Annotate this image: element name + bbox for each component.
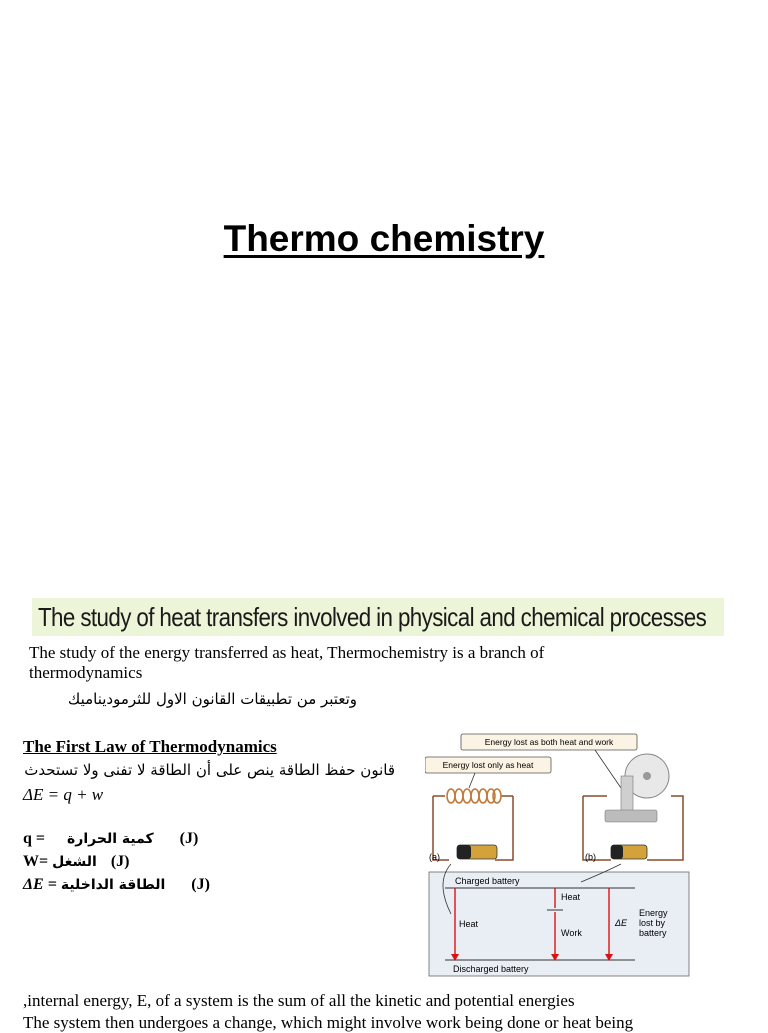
fan-icon (605, 754, 669, 822)
banner-text: The study of heat transfers involved in physical and chemical processes (38, 602, 707, 632)
label-a: (a) (429, 852, 440, 862)
definition-q-unit: (J) (179, 830, 199, 847)
energy-lost-line2: lost by (639, 918, 666, 928)
first-law-equation: ΔE = q + w (23, 785, 104, 804)
charged-battery-label: Charged battery (455, 876, 520, 886)
discharged-battery-label: Discharged battery (453, 964, 529, 974)
definition-w (23, 853, 129, 871)
definition-w-unit: (J) (110, 853, 130, 870)
definition-e-symbol: ΔE = (23, 876, 61, 893)
energy-diagram (425, 732, 693, 980)
definition-w-arabic: الشغل (52, 854, 97, 870)
system-change-text: The system then undergoes a change, which might involve work being done or heat being (23, 1013, 634, 1032)
definition-w-symbol: W= (23, 853, 49, 870)
callout-both-text: Energy lost as both heat and work (484, 737, 614, 747)
heat-left-label: Heat (459, 919, 479, 929)
definition-q-symbol: q = (23, 830, 50, 847)
definition-e-arabic: الطاقة الداخلية (60, 877, 166, 893)
energy-lost-line1: Energy (639, 908, 668, 918)
definition-e-unit: (J) (191, 876, 210, 893)
internal-energy-text: ,internal energy, E, of a system is the sum of all the kinetic and potential energies (23, 991, 575, 1010)
first-law-arabic: قانون حفظ الطاقة ينص على أن الطاقة لا تفنى ولا تستحدث (24, 761, 395, 779)
intro-paragraph: The study of the energy transferred as heat, Thermochemistry is a branch of thermodynamics (29, 643, 545, 682)
energy-lost-line3: battery (639, 928, 667, 938)
heat-right-label: Heat (561, 892, 581, 902)
label-b: (b) (585, 852, 596, 862)
definition-e (23, 876, 210, 894)
definition-q-arabic: كمية الحرارة (67, 831, 154, 847)
page-title: Thermo chemistry (223, 218, 545, 259)
intro-arabic: وتعتبر من تطبيقات القانون الاول للثرموديناميك (67, 690, 357, 708)
callout-heat-text: Energy lost only as heat (442, 760, 534, 770)
battery-a-icon (457, 845, 497, 859)
battery-b-icon (611, 845, 647, 859)
definition-q (23, 830, 198, 848)
first-law-heading: The First Law of Thermodynamics (23, 737, 277, 756)
delta-e-label: ΔE (615, 918, 628, 928)
topic-banner (32, 598, 724, 636)
work-label: Work (561, 928, 582, 938)
heating-coil-icon (447, 789, 501, 803)
